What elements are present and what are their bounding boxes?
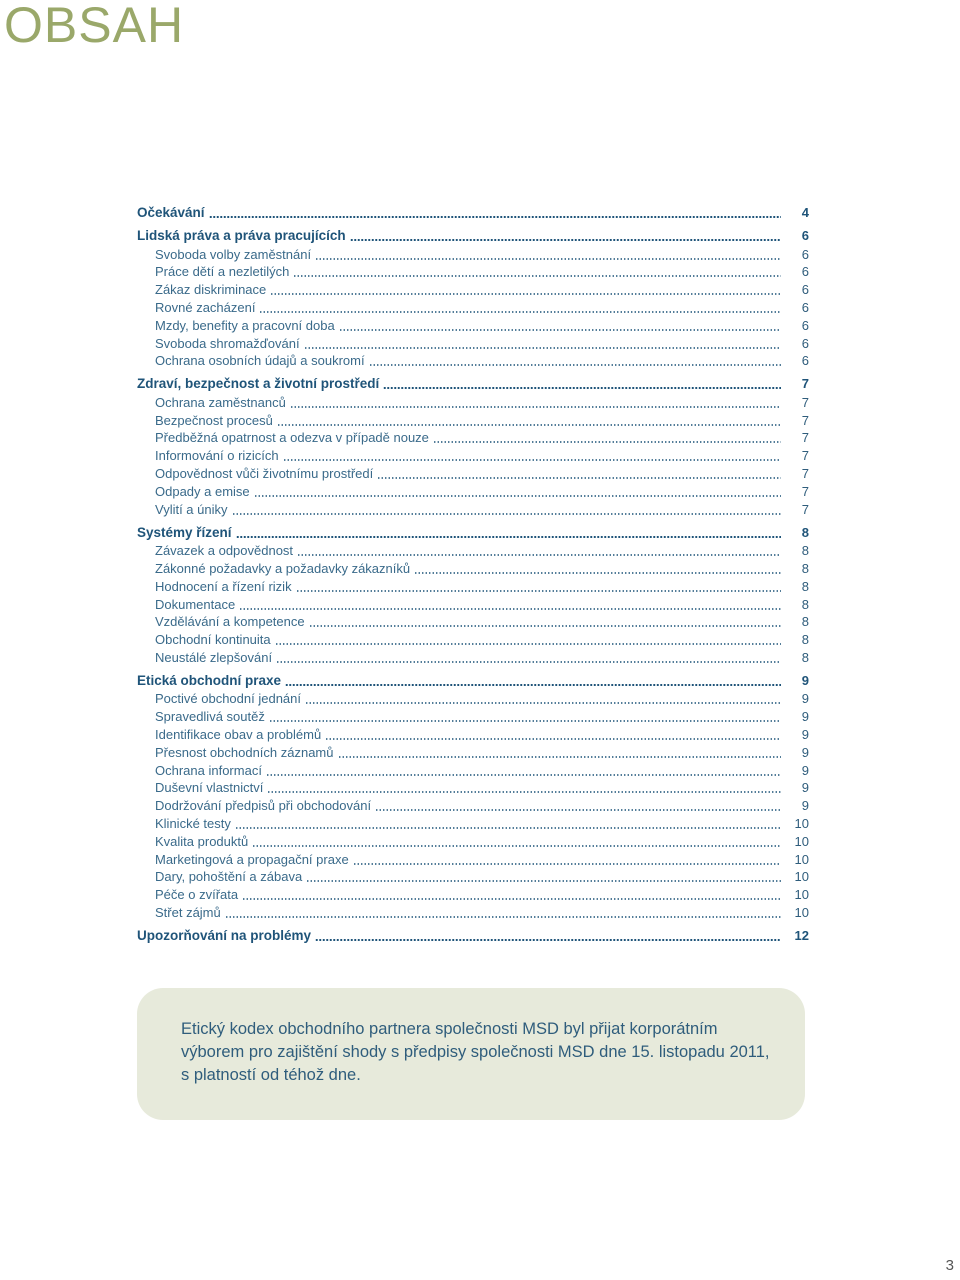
toc-entry[interactable]	[137, 429, 809, 447]
toc-entry-page: 9	[801, 744, 809, 760]
toc-entry-label: Ochrana osobních údajů a soukromí	[155, 353, 365, 369]
toc-entry-label: Svoboda shromažďování	[155, 335, 300, 351]
toc-entry-page: 9	[801, 727, 809, 742]
toc-entry[interactable]	[137, 886, 809, 904]
toc-section-entry[interactable]	[137, 672, 809, 690]
toc-entry-label: Vzdělávání a kompetence	[155, 614, 305, 630]
toc-entry-label: Duševní vlastnictví	[155, 780, 264, 796]
toc-entry-page: 8	[801, 614, 809, 630]
toc-entry-page: 9	[801, 780, 809, 796]
toc-entry-label: Závazek a odpovědnost	[155, 543, 294, 559]
toc-entry-label: Svoboda volby zaměstnání	[155, 246, 312, 262]
toc-entry-label: Očekávání	[137, 205, 205, 220]
toc-entry-label: Rovné zacházení	[155, 299, 256, 315]
dot-leader	[269, 720, 781, 722]
toc-entry-page: 6	[801, 282, 809, 298]
dot-leader	[285, 684, 781, 686]
dot-leader	[369, 364, 781, 366]
toc-entry[interactable]	[137, 412, 809, 430]
toc-entry-page: 8	[801, 543, 809, 559]
toc-entry-page: 8	[801, 560, 809, 576]
dot-leader	[315, 939, 781, 941]
toc-entry-page: 8	[801, 596, 809, 612]
toc-entry-page: 7	[801, 483, 809, 499]
toc-entry-page: 6	[801, 264, 809, 280]
toc-entry[interactable]	[137, 501, 809, 519]
toc-entry-label: Klinické testy	[155, 816, 231, 831]
toc-entry[interactable]	[137, 394, 809, 412]
toc-entry-page: 6	[801, 299, 809, 315]
toc-entry-label: Obchodní kontinuita	[155, 632, 271, 648]
toc-entry-page: 6	[801, 353, 809, 369]
dot-leader	[325, 738, 781, 740]
page-number: 3	[945, 1257, 954, 1274]
toc-entry-label: Marketingová a propagační praxe	[155, 851, 349, 867]
dot-leader	[350, 239, 781, 241]
dot-leader	[297, 554, 781, 556]
toc-entry[interactable]	[137, 317, 809, 335]
toc-entry-label: Péče o zvířata	[155, 887, 239, 903]
dot-leader	[235, 827, 781, 829]
toc-entry-page: 6	[801, 317, 809, 333]
toc-entry-label: Zdraví, bezpečnost a životní prostředí	[137, 376, 380, 392]
dot-leader	[225, 916, 781, 918]
toc-entry-label: Lidská práva a práva pracujících	[137, 228, 346, 243]
toc-entry-label: Ochrana zaměstnanců	[155, 394, 286, 410]
toc-entry[interactable]	[137, 851, 809, 869]
dot-leader	[266, 774, 781, 776]
dot-leader	[254, 495, 781, 497]
toc-entry-label: Dodržování předpisů při obchodování	[155, 798, 372, 814]
page-title: OBSAH	[4, 0, 185, 53]
toc-entry-page: 4	[801, 205, 809, 220]
toc-entry[interactable]	[137, 904, 809, 922]
toc-entry-label: Etická obchodní praxe	[137, 672, 282, 688]
toc-entry[interactable]	[137, 281, 809, 299]
dot-leader	[338, 756, 782, 758]
dot-leader	[290, 406, 781, 408]
toc-entry-label: Vylití a úniky	[155, 501, 228, 517]
toc-entry[interactable]	[137, 797, 809, 815]
toc-entry-label: Odpovědnost vůči životnímu prostředí	[155, 466, 374, 481]
toc-entry[interactable]	[137, 578, 809, 596]
toc-entry-page: 8	[801, 578, 809, 594]
toc-entry-page: 9	[801, 691, 809, 707]
dot-leader	[239, 608, 781, 610]
toc-section-entry[interactable]	[137, 375, 809, 393]
dot-leader	[259, 311, 781, 313]
toc-entry-label: Dokumentace	[155, 596, 236, 612]
toc-entry[interactable]	[137, 465, 809, 483]
note-box	[137, 988, 805, 1120]
toc-entry[interactable]	[137, 726, 809, 744]
toc-entry[interactable]	[137, 833, 809, 851]
toc-entry[interactable]	[137, 542, 809, 560]
dot-leader	[353, 863, 781, 865]
toc-entry[interactable]	[137, 299, 809, 317]
toc-entry-page: 10	[794, 816, 809, 831]
toc-entry[interactable]	[137, 631, 809, 649]
dot-leader	[270, 293, 781, 295]
toc-entry-page: 9	[801, 709, 809, 725]
toc-entry[interactable]	[137, 596, 809, 614]
toc-entry-label: Práce dětí a nezletilých	[155, 264, 290, 280]
toc-entry-label: Poctivé obchodní jednání	[155, 691, 301, 707]
toc-section-entry[interactable]	[137, 524, 809, 542]
dot-leader	[433, 441, 781, 443]
toc-entry-page: 7	[801, 376, 809, 392]
toc-entry[interactable]	[137, 483, 809, 501]
dot-leader	[242, 898, 781, 900]
toc-entry-page: 6	[801, 246, 809, 262]
dot-leader	[377, 477, 781, 479]
dot-leader	[296, 590, 781, 592]
toc-entry-label: Dary, pohoštění a zábava	[155, 869, 303, 885]
toc-entry[interactable]	[137, 335, 809, 353]
toc-entry-page: 7	[801, 394, 809, 410]
dot-leader	[293, 275, 781, 277]
toc-entry-label: Ochrana informací	[155, 762, 262, 778]
toc-entry-label: Kvalita produktů	[155, 833, 249, 849]
toc-entry[interactable]	[137, 762, 809, 780]
dot-leader	[236, 536, 781, 538]
toc-entry-label: Střet zájmů	[155, 905, 221, 920]
toc-entry-page: 12	[794, 928, 809, 943]
toc-entry[interactable]	[137, 246, 809, 264]
toc-entry[interactable]	[137, 352, 809, 370]
dot-leader	[252, 845, 781, 847]
toc-entry-label: Přesnost obchodních záznamů	[155, 744, 334, 760]
toc-entry-page: 9	[801, 762, 809, 778]
toc-entry-page: 8	[801, 524, 809, 540]
toc-entry-label: Bezpečnost procesů	[155, 412, 273, 428]
toc-entry[interactable]	[137, 815, 809, 833]
toc-entry-label: Zákaz diskriminace	[155, 282, 267, 298]
toc-entry-label: Předběžná opatrnost a odezva v případě nouze	[155, 430, 429, 446]
dot-leader	[275, 643, 781, 645]
toc-entry-page: 10	[794, 833, 809, 849]
toc-entry[interactable]	[137, 708, 809, 726]
toc-section-entry[interactable]	[137, 227, 809, 245]
toc-entry-label: Mzdy, benefity a pracovní doba	[155, 317, 335, 333]
dot-leader	[209, 216, 781, 218]
toc-section-entry[interactable]	[137, 927, 809, 945]
toc-entry[interactable]	[137, 690, 809, 708]
dot-leader	[277, 424, 781, 426]
dot-leader	[283, 459, 781, 461]
dot-leader	[414, 572, 781, 574]
toc-entry-label: Hodnocení a řízení rizik	[155, 578, 292, 594]
toc-entry-label: Spravedlivá soutěž	[155, 709, 265, 725]
dot-leader	[309, 625, 781, 627]
dot-leader	[232, 513, 782, 515]
toc-entry-page: 6	[801, 228, 809, 243]
toc-entry-page: 10	[794, 905, 809, 920]
toc-entry-label: Identifikace obav a problémů	[155, 727, 322, 742]
toc-entry-page: 8	[801, 632, 809, 648]
toc-entry-page: 9	[801, 798, 809, 814]
dot-leader	[315, 258, 781, 260]
toc-entry[interactable]	[137, 779, 809, 797]
toc-entry-page: 9	[801, 672, 809, 688]
toc-entry-page: 8	[801, 649, 809, 665]
toc-entry-label: Informování o rizicích	[155, 448, 279, 464]
toc-entry-label: Systémy řízení	[137, 524, 232, 540]
toc-entry[interactable]	[137, 560, 809, 578]
dot-leader	[304, 347, 781, 349]
dot-leader	[339, 329, 781, 331]
toc-entry[interactable]	[137, 263, 809, 281]
toc-entry-page: 7	[801, 412, 809, 428]
toc-entry-page: 7	[801, 501, 809, 517]
toc-entry-page: 7	[801, 430, 809, 446]
note-text: Etický kodex obchodního partnera společnosti MSD byl přijat korporátním výborem pro zajištění shody s předpisy společnosti MSD dne 15. listopadu 2011, s platností od téhož dne.	[181, 1020, 770, 1084]
dot-leader	[267, 791, 781, 793]
toc-entry-label: Neustálé zlepšování	[155, 649, 273, 665]
toc-entry[interactable]	[137, 744, 809, 762]
toc-entry[interactable]	[137, 613, 809, 631]
dot-leader	[276, 661, 781, 663]
dot-leader	[383, 387, 781, 389]
toc-entry-label: Upozorňování na problémy	[137, 928, 312, 943]
toc-entry[interactable]	[137, 447, 809, 465]
toc-entry[interactable]	[137, 649, 809, 667]
toc-entry-label: Zákonné požadavky a požadavky zákazníků	[155, 560, 411, 576]
toc-entry[interactable]	[137, 868, 809, 886]
toc-entry-page: 7	[801, 448, 809, 464]
toc-entry-label: Odpady a emise	[155, 483, 250, 499]
toc-section-entry[interactable]	[137, 204, 809, 222]
toc-entry-page: 10	[794, 887, 809, 903]
toc-entry-page: 10	[794, 851, 809, 867]
dot-leader	[305, 702, 781, 704]
toc-entry-page: 10	[794, 869, 809, 885]
dot-leader	[375, 809, 781, 811]
dot-leader	[306, 880, 781, 882]
toc-entry-page: 6	[801, 335, 809, 351]
toc-entry-page: 7	[801, 466, 809, 481]
